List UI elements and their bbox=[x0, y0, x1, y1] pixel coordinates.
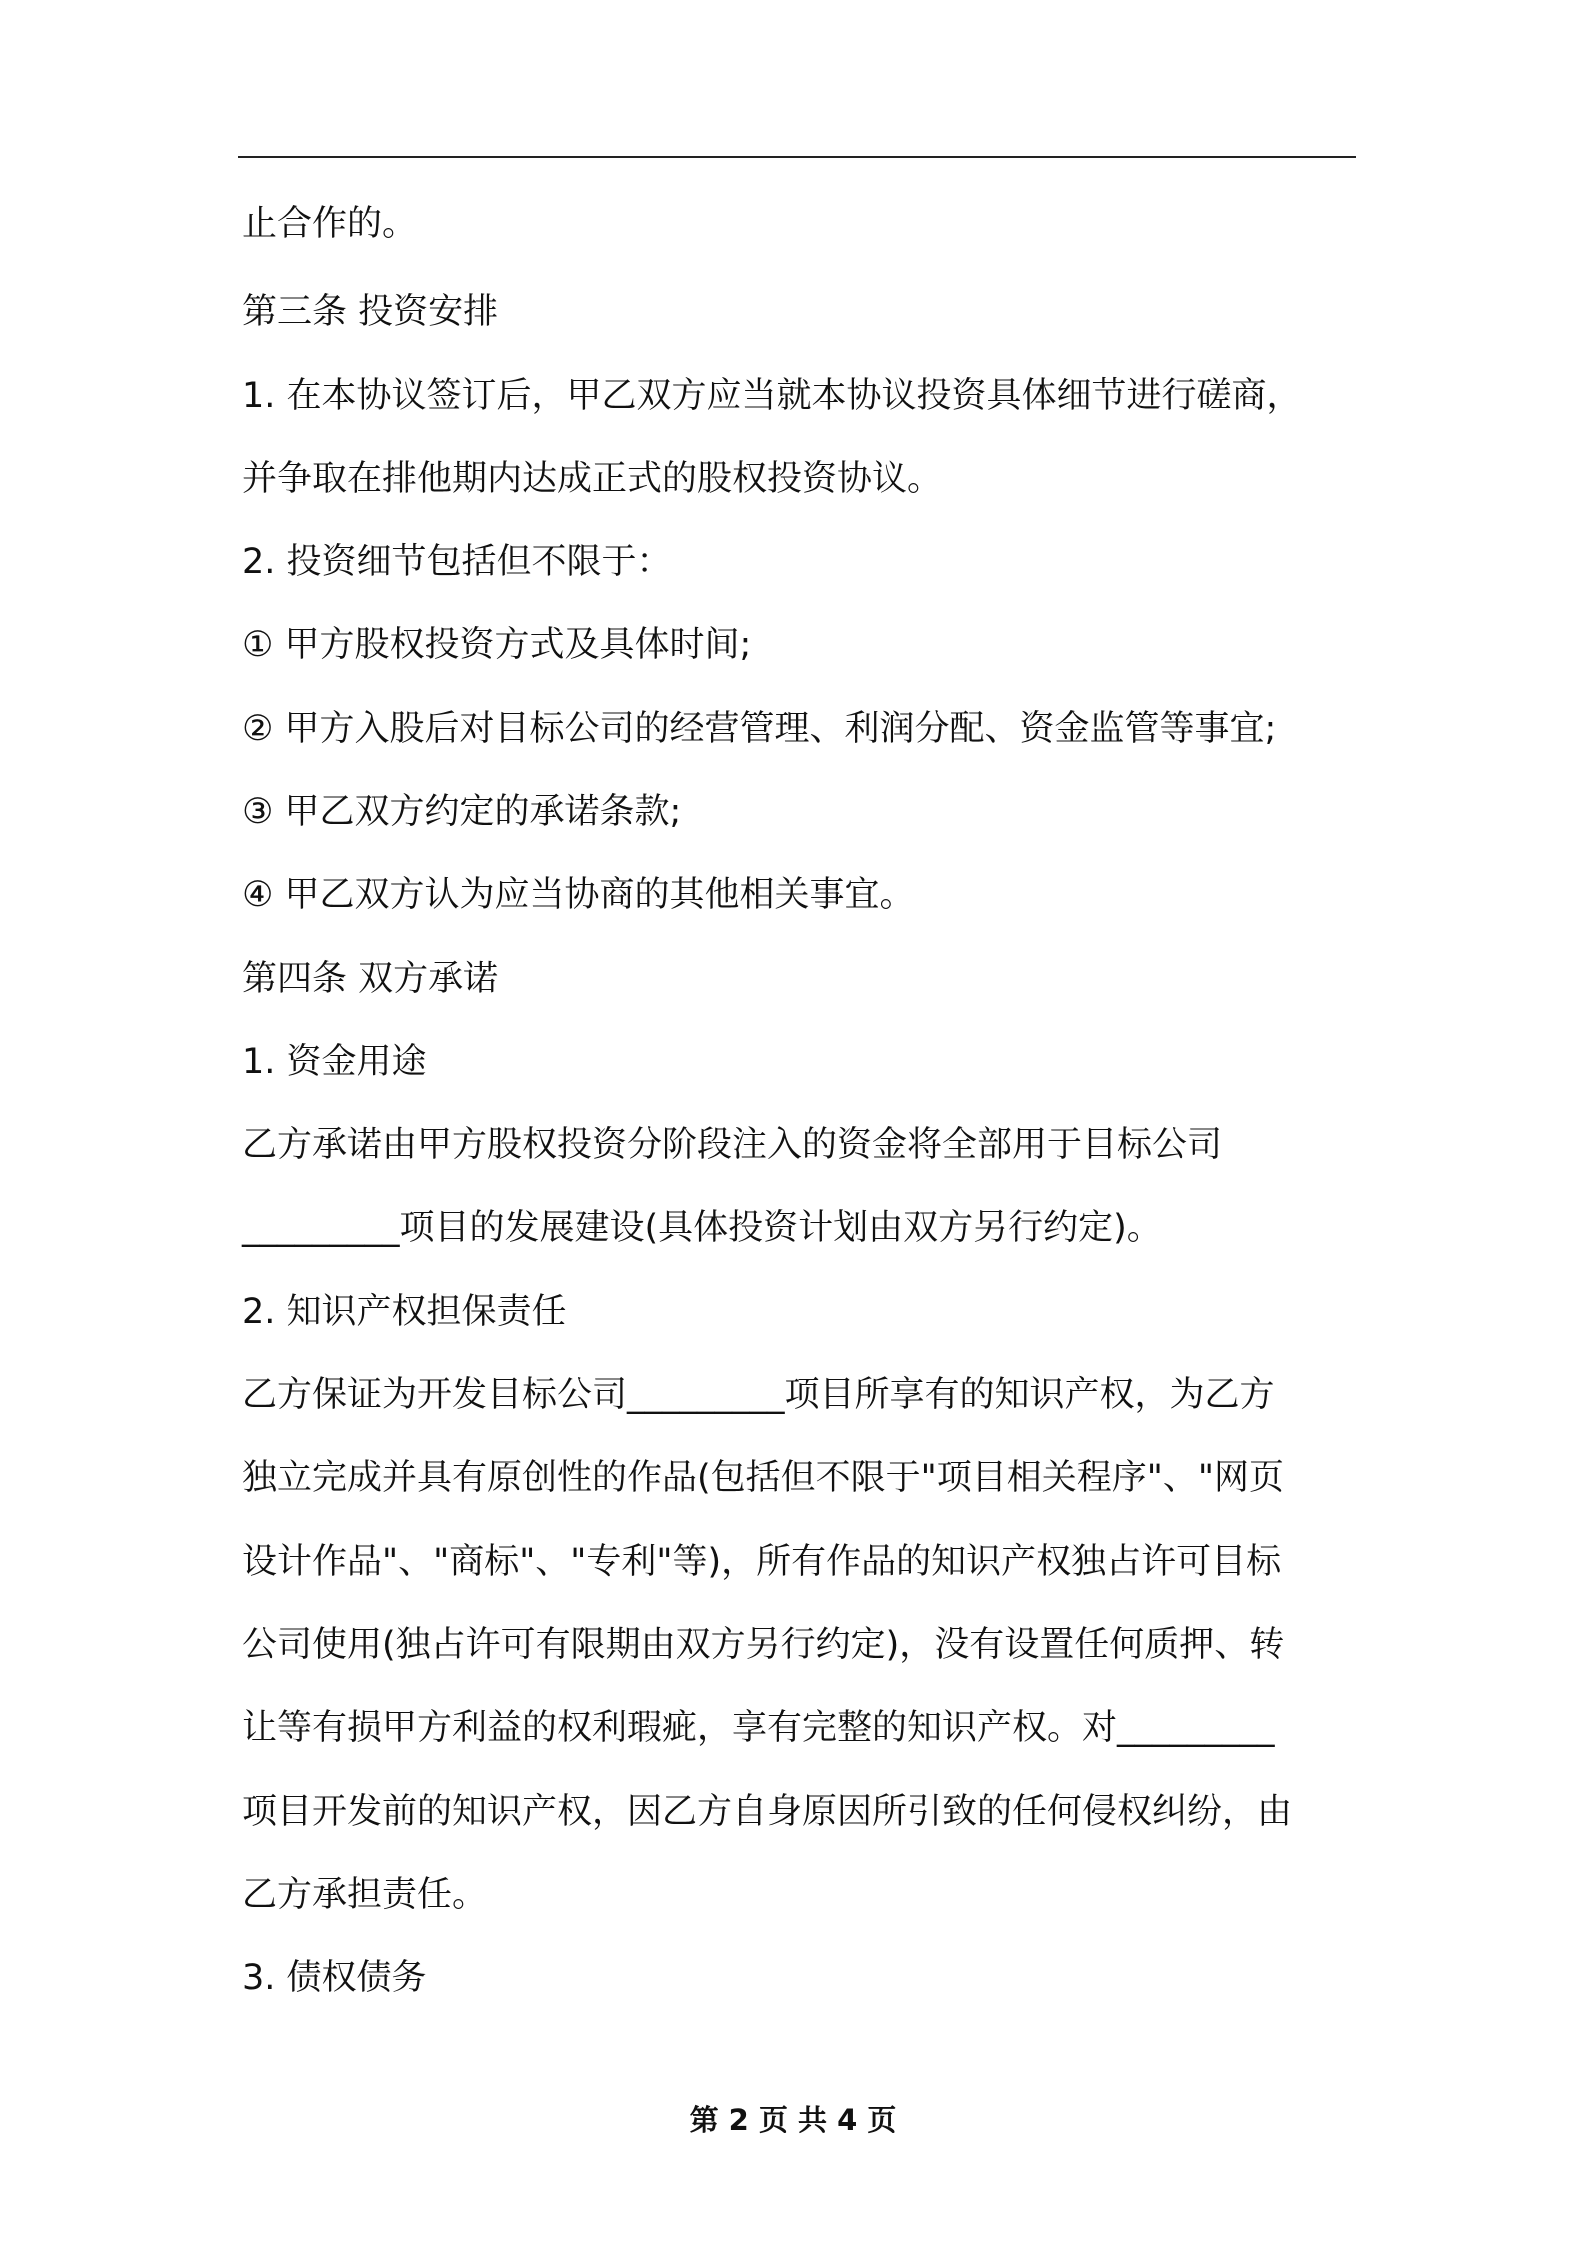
subheading: 1. 资金用途 bbox=[242, 1042, 427, 1082]
text-line: 让等有损甲方利益的权利瑕疵，享有完整的知识产权。对_________ bbox=[242, 1708, 1275, 1748]
section-heading: 第三条 投资安排 bbox=[242, 292, 499, 332]
page-number-footer: 第 2 页 共 4 页 bbox=[689, 2103, 897, 2137]
list-item: ② 甲方入股后对目标公司的经营管理、利润分配、资金监管等事宜; bbox=[242, 709, 1277, 749]
text-line: 2. 投资细节包括但不限于： bbox=[242, 542, 672, 582]
text-line: _________项目的发展建设(具体投资计划由双方另行约定)。 bbox=[242, 1208, 1162, 1248]
list-item: ③ 甲乙双方约定的承诺条款; bbox=[242, 792, 682, 832]
section-heading: 第四条 双方承诺 bbox=[242, 959, 499, 999]
text-line: 项目开发前的知识产权，因乙方自身原因所引致的任何侵权纠纷，由 bbox=[242, 1792, 1293, 1832]
text-line: 乙方承诺由甲方股权投资分阶段注入的资金将全部用于目标公司 bbox=[242, 1125, 1223, 1165]
header-rule bbox=[238, 156, 1356, 158]
list-item: ④ 甲乙双方认为应当协商的其他相关事宜。 bbox=[242, 875, 915, 915]
text-line: 独立完成并具有原创性的作品(包括但不限于"项目相关程序"、"网页 bbox=[242, 1458, 1284, 1498]
subheading: 2. 知识产权担保责任 bbox=[242, 1292, 567, 1332]
text-line: 1. 在本协议签订后，甲乙双方应当就本协议投资具体细节进行磋商， bbox=[242, 376, 1302, 416]
text-line: 公司使用(独占许可有限期由双方另行约定)，没有设置任何质押、转 bbox=[242, 1625, 1285, 1665]
text-line: 并争取在排他期内达成正式的股权投资协议。 bbox=[242, 459, 943, 499]
text-line: 乙方承担责任。 bbox=[242, 1875, 488, 1915]
list-item: ① 甲方股权投资方式及具体时间; bbox=[242, 625, 752, 665]
text-line: 止合作的。 bbox=[242, 204, 418, 244]
text-line: 设计作品"、"商标"、"专利"等)，所有作品的知识产权独占许可目标 bbox=[242, 1542, 1282, 1582]
subheading: 3. 债权债务 bbox=[242, 1958, 427, 1998]
text-line: 乙方保证为开发目标公司_________项目所享有的知识产权，为乙方 bbox=[242, 1375, 1275, 1415]
